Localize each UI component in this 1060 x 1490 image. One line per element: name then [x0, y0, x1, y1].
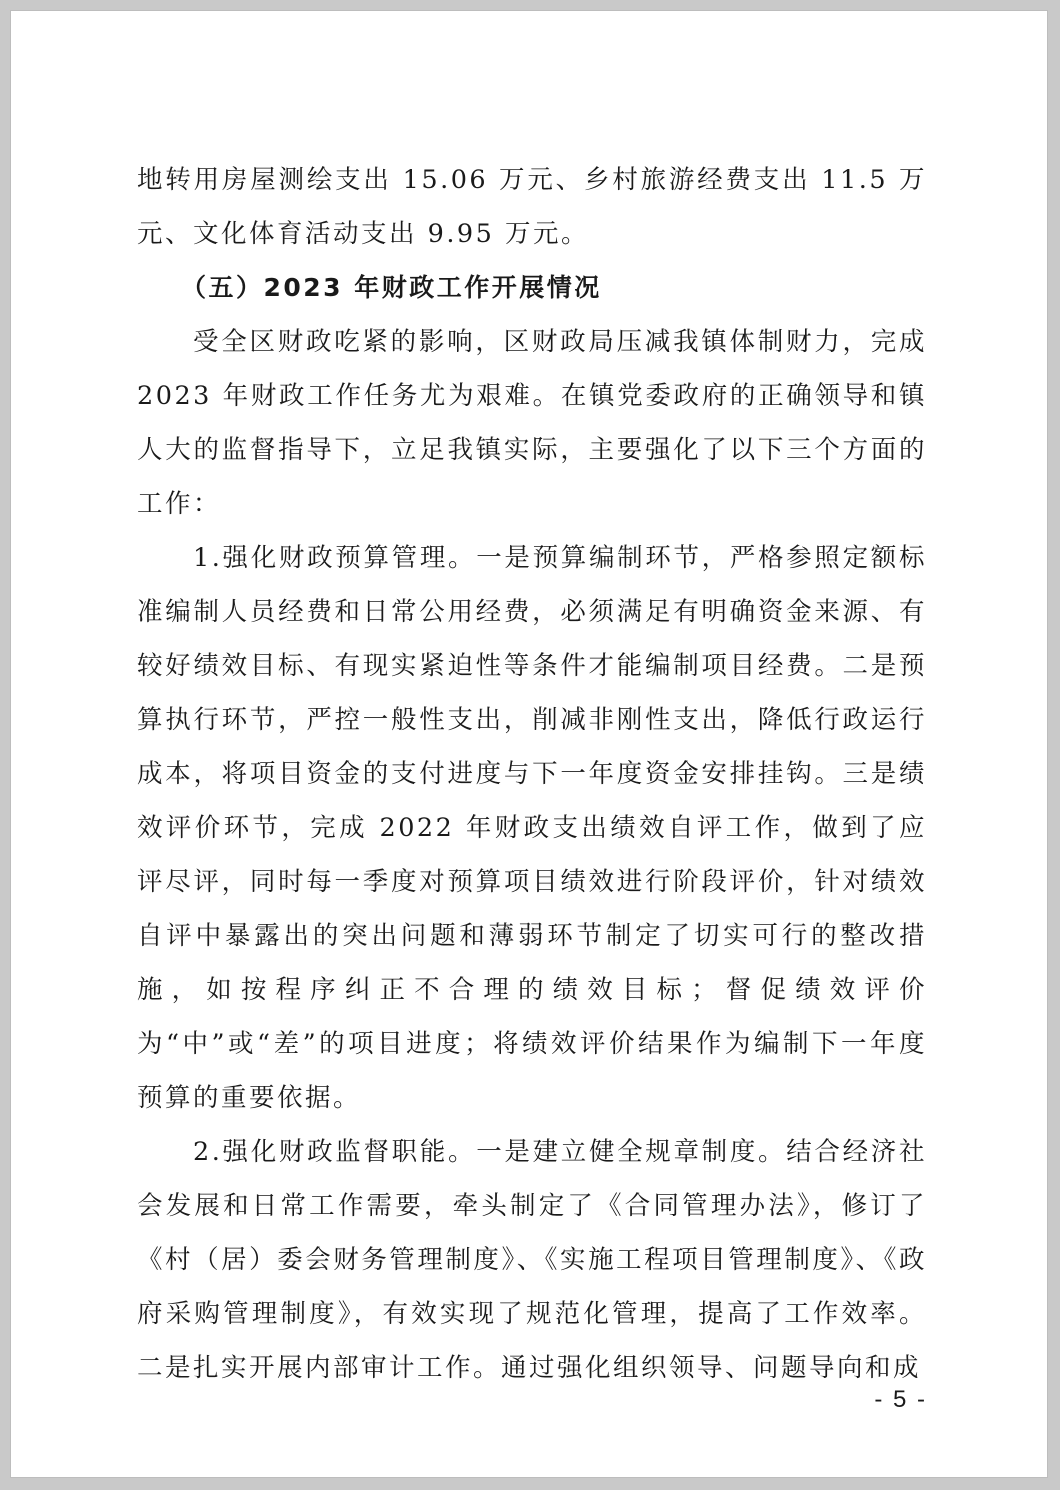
paragraph-intro: 受全区财政吃紧的影响，区财政局压减我镇体制财力，完成 2023 年财政工作任务尤为艰难。在镇党委政府的正确领导和镇人大的监督指导下，立足我镇实际，主要强化了以下三个方面的工作： [137, 327, 927, 519]
paragraph-continued: 地转用房屋测绘支出 15.06 万元、乡村旅游经费支出 11.5 万元、文化体育活动支出 9.95 万元。 [137, 165, 927, 249]
document-body [137, 153, 927, 1395]
paragraph-supervision: 2.强化财政监督职能。一是建立健全规章制度。结合经济社会发展和日常工作需要，牵头制定了《合同管理办法》，修订了《村（居）委会财务管理制度》、《实施工程项目管理制度》、《政府采购管理制度》，有效实现了规范化管理，提高了工作效率。二是扎实开展内部审计工作。通过强化组织领导、问题导向和成 [137, 1137, 927, 1383]
document-page [10, 10, 1048, 1478]
section-heading: （五）2023 年财政工作开展情况 [181, 273, 602, 302]
paragraph-budget-management: 1.强化财政预算管理。一是预算编制环节，严格参照定额标准编制人员经费和日常公用经费，必须满足有明确资金来源、有较好绩效目标、有现实紧迫性等条件才能编制项目经费。二是预算执行环节，严控一般性支出，削减非刚性支出，降低行政运行成本，将项目资金的支付进度与下一年度资金安排挂钩。三是绩效评价环节，完成 2022 年财政支出绩效自评工作，做到了应评尽评，同时每一季度对预算项目绩效进行阶段评价，针对绩效自评中暴露出的突出问题和薄弱环节制定了切实可行的整改措施，如按程序纠正不合理的绩效目标；督促绩效评价为“中”或“差”的项目进度；将绩效评价结果作为编制下一年度预算的重要依据。 [137, 543, 927, 1113]
page-number: - 5 - [874, 1386, 927, 1413]
